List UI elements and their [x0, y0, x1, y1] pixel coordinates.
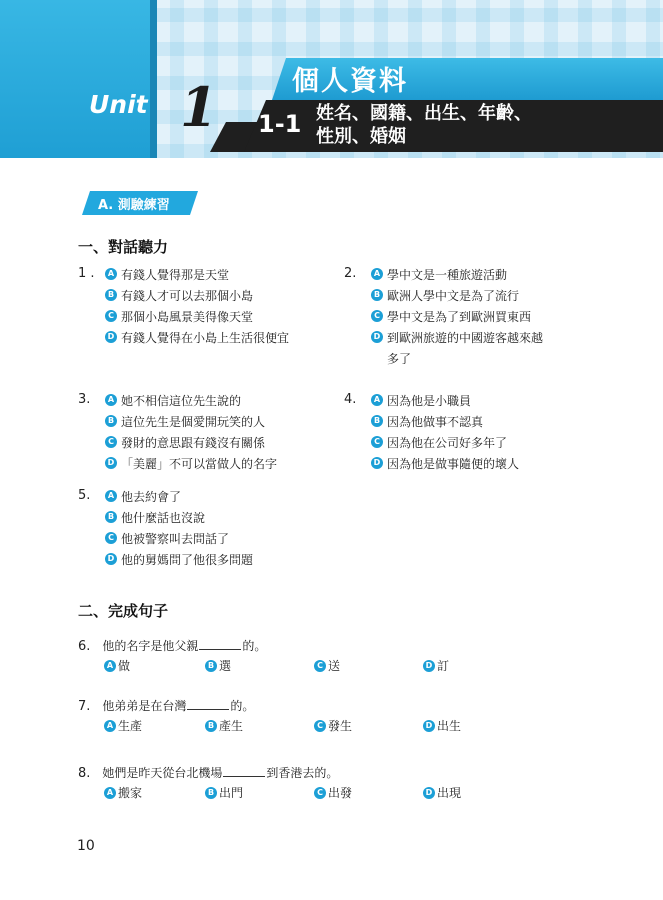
part1-heading: 一、對話聽力 — [78, 238, 169, 256]
choice-text: 出發 — [328, 786, 353, 800]
option-b-icon: B — [371, 289, 383, 301]
option-b[interactable] — [371, 287, 519, 307]
choice-d[interactable] — [423, 784, 461, 801]
question-7 — [78, 697, 254, 714]
option-d-continuation: 多了 — [387, 352, 412, 366]
option-text: 有錢人覺得在小島上生活很便宜 — [121, 331, 290, 345]
option-b-icon: B — [105, 511, 117, 523]
question-5 — [78, 488, 338, 578]
option-text: 發財的意思跟有錢沒有關係 — [121, 436, 266, 450]
choice-b-icon: B — [205, 787, 217, 799]
choice-c-icon: C — [314, 787, 326, 799]
chapter-title: 個人資料 — [292, 66, 408, 97]
choice-c-icon: C — [314, 720, 326, 732]
choice-text: 出生 — [437, 719, 462, 733]
option-text: 他什麼話也沒說 — [121, 511, 206, 525]
option-c-icon: C — [105, 436, 117, 448]
option-text: 因為他做事不認真 — [387, 415, 484, 429]
option-d[interactable] — [105, 455, 277, 475]
choice-c[interactable] — [314, 784, 352, 801]
unit-number: 1 — [180, 75, 218, 139]
choice-text: 送 — [328, 659, 341, 673]
choice-text: 出現 — [437, 786, 462, 800]
option-text: 歐洲人學中文是為了流行 — [387, 289, 520, 303]
choice-d-icon: D — [423, 787, 435, 799]
question-4 — [344, 392, 644, 482]
choice-a-icon: A — [104, 720, 116, 732]
option-a[interactable] — [105, 488, 181, 508]
option-d[interactable] — [105, 329, 289, 349]
question-number: 5. — [78, 488, 91, 503]
choice-d-icon: D — [423, 720, 435, 732]
lesson-number: 1-1 — [258, 110, 302, 138]
choice-b[interactable] — [205, 717, 243, 734]
question-text-before: 他弟弟是在台灣 — [102, 699, 187, 713]
answer-blank[interactable] — [223, 766, 265, 777]
question-number: 7. — [78, 699, 91, 714]
question-text-after: 的。 — [242, 639, 267, 653]
option-text: 這位先生是個愛開玩笑的人 — [121, 415, 266, 429]
option-text: 他被警察叫去問話了 — [121, 532, 230, 546]
option-d[interactable] — [371, 455, 519, 475]
choice-a-icon: A — [104, 787, 116, 799]
unit-label: Unit — [89, 90, 148, 119]
question-number: 2. — [344, 266, 357, 281]
option-b[interactable] — [105, 287, 253, 307]
choice-a-icon: A — [104, 660, 116, 672]
choice-text: 產生 — [219, 719, 244, 733]
option-text: 學中文是為了到歐洲買東西 — [387, 310, 532, 324]
choice-b[interactable] — [205, 784, 243, 801]
option-text: 因為他是做事隨便的壞人 — [387, 457, 520, 471]
answer-blank[interactable] — [187, 699, 229, 710]
choice-b-icon: B — [205, 660, 217, 672]
option-a-icon: A — [105, 394, 117, 406]
choice-text: 搬家 — [118, 786, 143, 800]
choice-d-icon: D — [423, 660, 435, 672]
option-b-icon: B — [105, 415, 117, 427]
choice-text: 出門 — [219, 786, 244, 800]
choice-text: 選 — [219, 659, 232, 673]
choice-a[interactable] — [104, 657, 130, 674]
option-text: 他去約會了 — [121, 490, 182, 504]
page-number: 10 — [77, 838, 95, 854]
header-banner — [0, 0, 663, 158]
lesson-title — [316, 102, 596, 148]
choice-d[interactable] — [423, 717, 461, 734]
option-c[interactable] — [371, 434, 507, 454]
answer-blank[interactable] — [199, 639, 241, 650]
option-c-icon: C — [371, 436, 383, 448]
question-number: 1 . — [78, 266, 95, 281]
option-a[interactable] — [371, 392, 471, 412]
option-c[interactable] — [105, 434, 265, 454]
question-number: 3. — [78, 392, 91, 407]
option-b[interactable] — [371, 413, 483, 433]
choice-text: 訂 — [437, 659, 450, 673]
option-d[interactable] — [371, 329, 543, 349]
option-d-icon: D — [105, 457, 117, 469]
option-text: 有錢人覺得那是天堂 — [121, 268, 230, 282]
option-a-icon: A — [371, 394, 383, 406]
option-d-icon: D — [105, 553, 117, 565]
option-c-icon: C — [105, 310, 117, 322]
unit-tab — [0, 0, 157, 158]
option-b-icon: B — [105, 289, 117, 301]
choice-text: 生產 — [118, 719, 143, 733]
choice-c[interactable] — [314, 657, 340, 674]
choice-d[interactable] — [423, 657, 449, 674]
option-text: 到歐洲旅遊的中國遊客越來越 — [387, 331, 544, 345]
option-a-icon: A — [105, 490, 117, 502]
question-2 — [344, 266, 644, 376]
option-b[interactable] — [105, 509, 205, 529]
question-8 — [78, 764, 338, 781]
option-text: 因為他是小職員 — [387, 394, 472, 408]
choice-b-icon: B — [205, 720, 217, 732]
question-number: 8. — [78, 766, 91, 781]
option-a[interactable] — [371, 266, 507, 286]
option-d-icon: D — [105, 331, 117, 343]
question-number: 6. — [78, 639, 91, 654]
option-text: 他的舅媽問了他很多問題 — [121, 553, 254, 567]
lesson-title-line1: 姓名、國籍、出生、年齡、 — [316, 103, 532, 124]
option-text: 那個小島風景美得像天堂 — [121, 310, 254, 324]
option-d-icon: D — [371, 331, 383, 343]
option-d[interactable] — [105, 551, 253, 571]
question-text-after: 的。 — [230, 699, 255, 713]
option-a-icon: A — [371, 268, 383, 280]
choice-text: 發生 — [328, 719, 353, 733]
option-a[interactable] — [105, 266, 229, 286]
option-b-icon: B — [371, 415, 383, 427]
option-text: 學中文是一種旅遊活動 — [387, 268, 508, 282]
part2-heading: 二、完成句子 — [78, 602, 169, 620]
option-a[interactable] — [105, 392, 241, 412]
choice-c[interactable] — [314, 717, 352, 734]
option-text: 因為他在公司好多年了 — [387, 436, 508, 450]
option-text: 「美麗」不可以當做人的名字 — [121, 457, 278, 471]
option-c[interactable] — [371, 308, 531, 328]
section-tag-label: A. 測驗練習 — [98, 198, 170, 213]
question-3 — [78, 392, 338, 482]
option-c[interactable] — [105, 530, 229, 550]
option-d-icon: D — [371, 457, 383, 469]
choice-c-icon: C — [314, 660, 326, 672]
choice-a[interactable] — [104, 784, 142, 801]
option-text: 她不相信這位先生說的 — [121, 394, 242, 408]
lesson-title-line2: 性別、婚姻 — [316, 126, 406, 147]
choice-text: 做 — [118, 659, 131, 673]
question-6 — [78, 637, 266, 654]
question-text-before: 他的名字是他父親 — [102, 639, 199, 653]
question-text-before: 她們是昨天從台北機場 — [102, 766, 223, 780]
question-1 — [78, 266, 338, 356]
choice-b[interactable] — [205, 657, 231, 674]
question-text-after: 到香港去的。 — [266, 766, 339, 780]
option-text: 有錢人才可以去那個小島 — [121, 289, 254, 303]
option-b[interactable] — [105, 413, 265, 433]
choice-a[interactable] — [104, 717, 142, 734]
question-number: 4. — [344, 392, 357, 407]
option-a-icon: A — [105, 268, 117, 280]
option-c-icon: C — [105, 532, 117, 544]
option-c[interactable] — [105, 308, 253, 328]
option-c-icon: C — [371, 310, 383, 322]
